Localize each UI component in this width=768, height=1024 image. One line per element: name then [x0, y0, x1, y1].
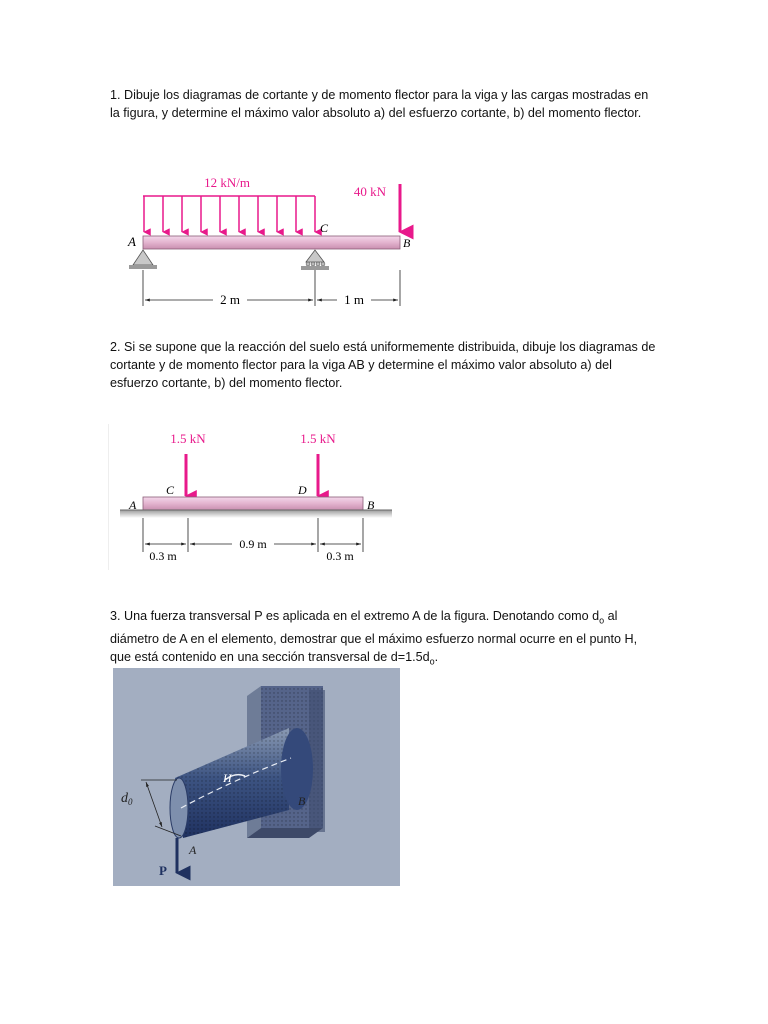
figure-1-beam-diagram [115, 170, 425, 315]
distributed-load-label: 12 kN/m [204, 175, 250, 190]
label-d: D [298, 483, 307, 497]
beam [143, 236, 400, 249]
figure-2-beam-diagram [108, 424, 398, 570]
roller-support-c [301, 250, 329, 270]
label-b: B [367, 498, 375, 512]
problem-1-text: 1. Dibuje los diagramas de cortante y de momento flector para la viga y las cargas mostradas en la figura, y determine el máximo valor absoluto a) del esfuerzo cortante, b) del momento flector. [110, 88, 649, 120]
dimension-0-3m-right: 0.3 m [326, 549, 354, 563]
label-a: A [128, 234, 136, 249]
label-c: C [320, 221, 329, 235]
load-c-label: 1.5 kN [170, 431, 206, 446]
label-p: P [159, 863, 167, 878]
label-a: A [129, 498, 137, 512]
problem-2-text: 2. Si se supone que la reacción del suelo está uniformemente distribuida, dibuje los diagramas de cortante y de momento flector para la viga AB y determine el máximo valor absoluto a) del esfuerzo cortante, b) del momento flector. [110, 340, 656, 390]
point-load-label: 40 kN [353, 184, 387, 199]
label-c: C [166, 483, 175, 497]
dimension-1m: 1 m [344, 292, 364, 307]
label-h: H [223, 771, 232, 785]
label-a: A [189, 843, 197, 857]
label-b: B [298, 794, 306, 808]
figure-3-tapered-shaft [113, 668, 400, 886]
problem-3-text: 3. Una fuerza transversal P es aplicada en el extremo A de la figura. Denotando como $d_o$ al diámetro de A en el elemento, demostrar que el máximo esfuerzo normal ocurre en el punto H, que está contenido en una sección transversal de $d=1.5d_o$. [110, 609, 638, 667]
load-d-label: 1.5 kN [300, 431, 336, 446]
distributed-load-arrows [144, 196, 315, 232]
label-d0: $d_0$ [121, 791, 133, 807]
dimension-2m: 2 m [220, 292, 240, 307]
beam-ab [143, 497, 363, 510]
pin-support-a [129, 250, 157, 269]
dimension-0-9m: 0.9 m [239, 537, 267, 551]
ground [120, 510, 392, 518]
dimension-0-3m-left: 0.3 m [149, 549, 177, 563]
label-b: B [403, 236, 411, 250]
